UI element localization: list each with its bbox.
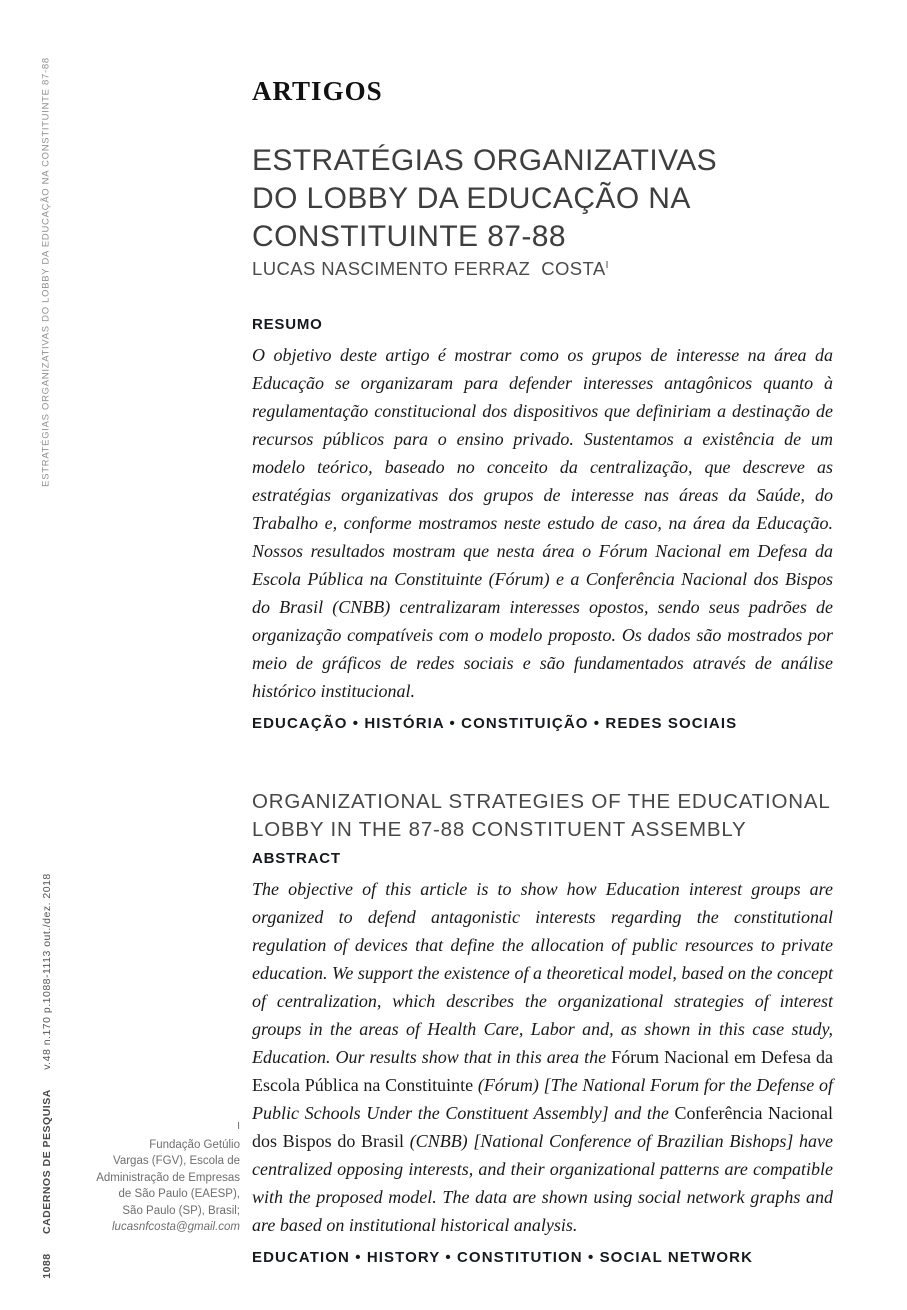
author-name: LUCAS NASCIMENTO FERRAZ COSTA (252, 258, 606, 279)
resumo-section (252, 316, 833, 732)
resumo-text: O objetivo deste artigo é mostrar como os grupos de interesse na área da Educação se organizaram para defender interesses antagônicos quanto à regulamentação constitucional dos dispositivos que definiriam a destinação de recursos públicos para o ensino privado. Sustentamos a existência de um modelo teórico, baseado no conceito da centralização, que descreve as estratégias organizativas dos grupos de interesse nas áreas da Saúde, do Trabalho e, conforme mostramos neste estudo de caso, na área da Educação. Nossos resultados mostram que nesta área o Fórum Nacional em Defesa da Escola Pública na Constituinte (Fórum) e a Conferência Nacional dos Bispos do Brasil (CNBB) centralizaram interesses opostos, sendo seus padrões de organização compatíveis com o modelo proposto. Os dados são mostrados por meio de gráficos de redes sociais e são fundamentados através de análise histórico institucional. (252, 345, 833, 701)
abstract-section (252, 788, 833, 1266)
article-title: ESTRATÉGIAS ORGANIZATIVAS DO LOBBY DA EDUCAÇÃO NA CONSTITUINTE 87-88 (252, 144, 718, 253)
footnote (82, 1118, 240, 1236)
resumo-heading: RESUMO (252, 316, 323, 333)
footnote-affiliation: Fundação Getúlio Vargas (FGV), Escola de Administração de Empresas de São Paulo (EAESP), São Paulo (SP), Brasil; (96, 1138, 240, 1217)
journal-info-vertical (41, 857, 53, 1279)
abstract-keywords: EDUCATION • HISTORY • CONSTITUTION • SOCIAL NETWORK (252, 1249, 754, 1266)
author-line (252, 258, 833, 280)
journal-issue-info: v.48 n.170 p.1088-1113 out./dez. 2018 (41, 873, 53, 1070)
footnote-marker: I (237, 1120, 240, 1132)
english-title: ORGANIZATIONAL STRATEGIES OF THE EDUCATIONAL LOBBY IN THE 87-88 CONSTITUENT ASSEMBLY (252, 790, 831, 841)
footnote-email: lucasnfcosta@gmail.com (112, 1221, 240, 1233)
author-note-ref: I (605, 259, 609, 271)
abstract-heading: ABSTRACT (252, 850, 341, 867)
journal-page-number: 1088 (41, 1253, 53, 1279)
journal-name: CADERNOS DE PESQUISA (41, 1089, 53, 1234)
abstract-text: The objective of this article is to show how Education interest groups are organized to defend antagonistic interests regarding the constitutional regulation of devices that define the allocation of public resources to private education. We support the existence of a theoretical model, based on the concept of centralization, which describes the organizational strategies of interest groups in the areas of Health Care, Labor and, as shown in this case study, Education. Our results show that in this area the Fórum Nacional em Defesa da Escola Pública na Constituinte (Fórum) [The National Forum for the Defense of Public Schools Under the Constituent Assembly] and the Conferência Nacional dos Bispos do Brasil (CNBB) [National Conference of Brazilian Bishops] have centralized opposing interests, and their organizational patterns are compatible with the proposed model. The data are shown using social network graphs and are based on institutional historical analysis. (252, 879, 834, 1235)
section-label: ARTIGOS (252, 76, 383, 106)
resumo-keywords: EDUCAÇÃO • HISTÓRIA • CONSTITUIÇÃO • REDES SOCIAIS (252, 715, 738, 732)
running-title-vertical: ESTRATÉGIAS ORGANIZATIVAS DO LOBBY DA EDUCAÇÃO NA CONSTITUINTE 87-88 (40, 57, 52, 487)
